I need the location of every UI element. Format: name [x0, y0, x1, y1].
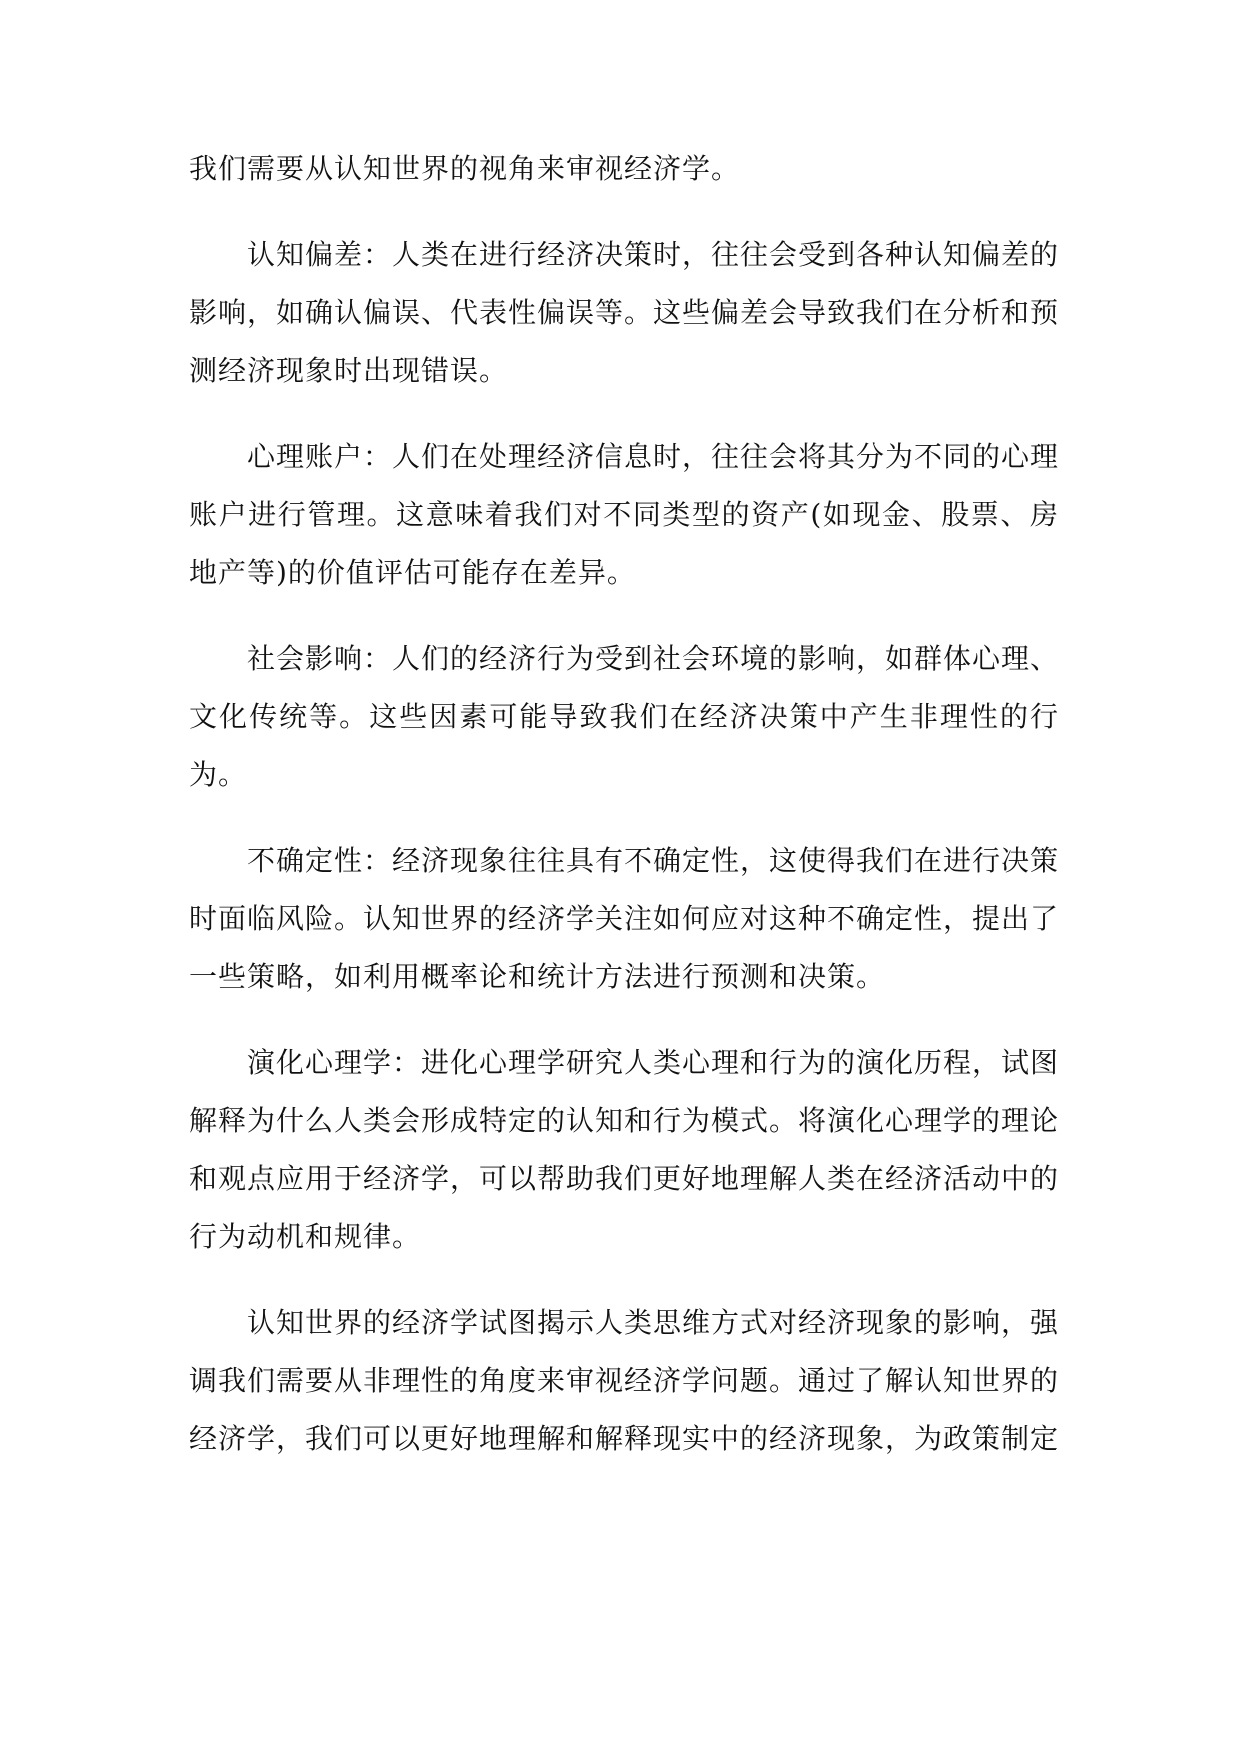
paragraph-social-influence: 社会影响：人们的经济行为受到社会环境的影响，如群体心理、文化传统等。这些因素可能导致我们在经济决策中产生非理性的行为。 [189, 642, 1060, 791]
paragraph-mental-accounting: 心理账户：人们在处理经济信息时，往往会将其分为不同的心理账户进行管理。这意味着我们对不同类型的资产(如现金、股票、房地产等)的价值评估可能存在差异。 [189, 440, 1060, 589]
paragraph-conclusion: 认知世界的经济学试图揭示人类思维方式对经济现象的影响，强调我们需要从非理性的角度来审视经济学问题。通过了解认知世界的经济学，我们可以更好地理解和解释现实中的经济现象，为政策制定 [189, 1306, 1060, 1455]
paragraph-cognitive-bias: 认知偏差：人类在进行经济决策时，往往会受到各种认知偏差的影响，如确认偏误、代表性偏误等。这些偏差会导致我们在分析和预测经济现象时出现错误。 [189, 238, 1060, 387]
paragraph-evolutionary-psychology: 演化心理学：进化心理学研究人类心理和行为的演化历程，试图解释为什么人类会形成特定的认知和行为模式。将演化心理学的理论和观点应用于经济学，可以帮助我们更好地理解人类在经济活动中的行为动机和规律。 [189, 1046, 1060, 1253]
paragraph-continuation: 我们需要从认知世界的视角来审视经济学。 [189, 152, 741, 185]
document-body [189, 140, 1059, 1496]
paragraph-uncertainty: 不确定性：经济现象往往具有不确定性，这使得我们在进行决策时面临风险。认知世界的经济学关注如何应对这种不确定性，提出了一些策略，如利用概率论和统计方法进行预测和决策。 [189, 844, 1060, 993]
